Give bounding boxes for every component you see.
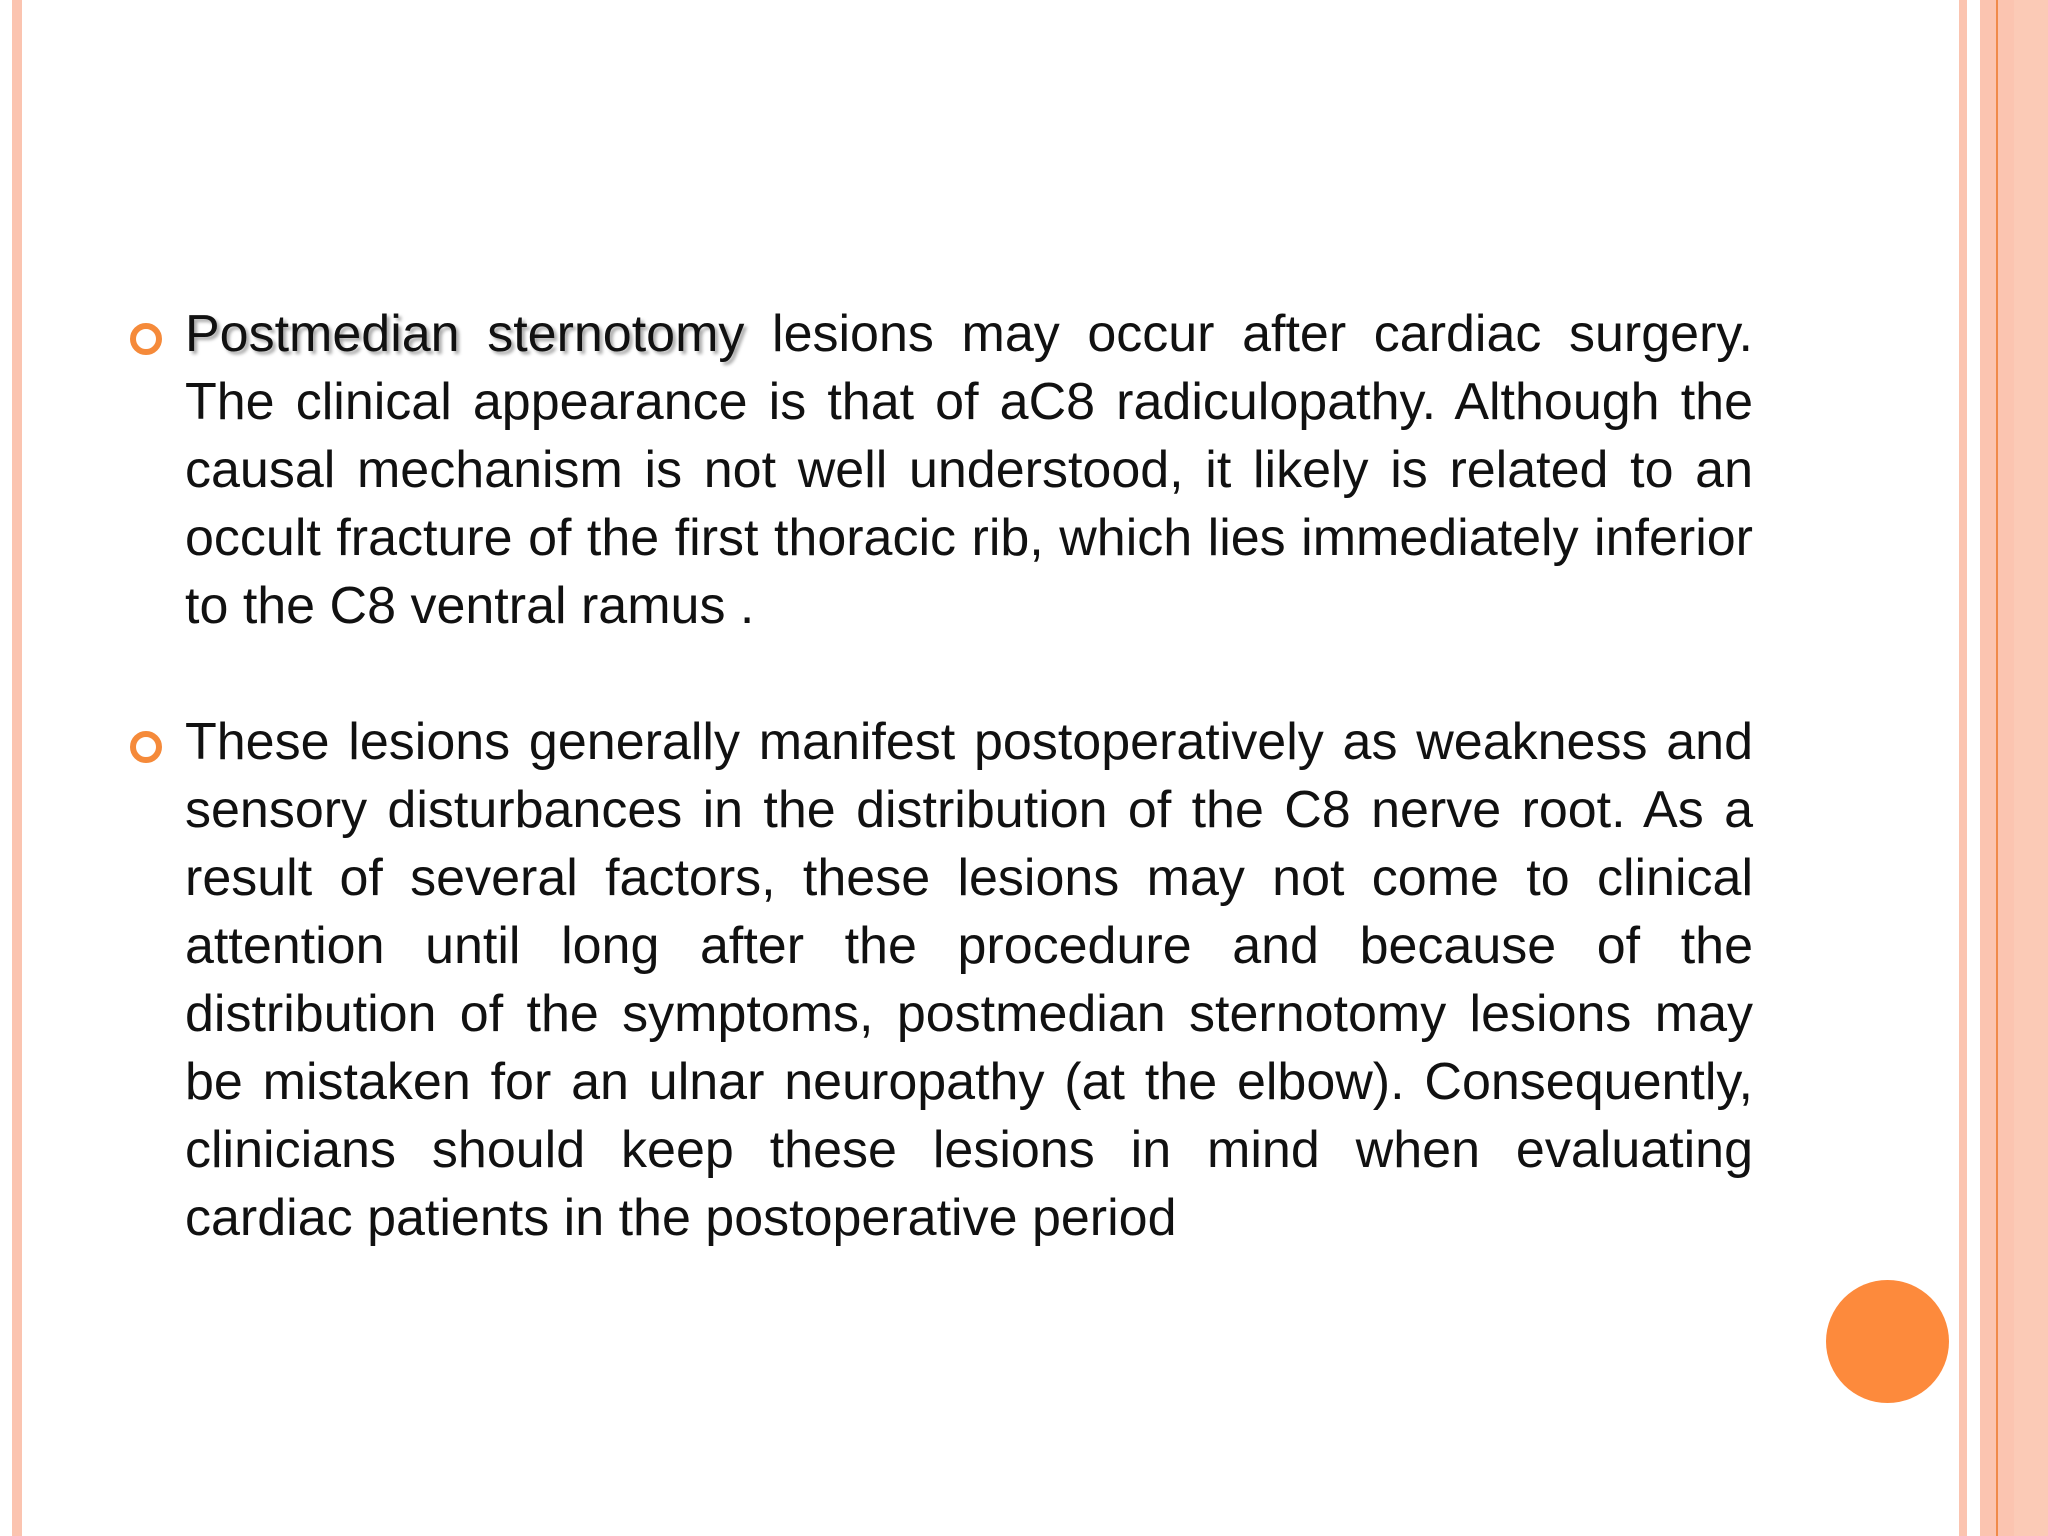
bullet-item (130, 708, 1753, 1252)
bullet-text: These lesions generally manifest postoperatively as weakness and sensory disturbances in the distribution of the C8 nerve root. As a result of several factors, these lesions may not come to clinical attention until long after the procedure and because of the distribution of the symptoms, postmedian sternotomy lesions may be mistaken for an ulnar neuropathy (at the elbow). Consequently, clinicians should keep these lesions in mind when evaluating cardiac patients in the postoperative period (185, 713, 1753, 1247)
circle-bullet-icon (130, 323, 162, 355)
bullet-highlight: Postmedian sternotomy (185, 305, 745, 363)
slide-body (130, 300, 1753, 1320)
decorative-orange-circle (1826, 1280, 1949, 1403)
bullet-text: lesions may occur after cardiac surgery. The clinical appearance is that of aC8 radiculopathy. Although the causal mechanism is not well understood, it likely is related to an occult fracture of the first thoracic rib, which lies immediately inferior to the C8 ventral ramus . (185, 305, 1753, 635)
right-border-band-light (2014, 0, 2048, 1536)
right-border-stripe (1959, 0, 1967, 1536)
right-border-line (1996, 0, 1998, 1536)
bullet-item (130, 300, 1753, 640)
left-border-stripe (12, 0, 22, 1536)
circle-bullet-icon (130, 731, 162, 763)
